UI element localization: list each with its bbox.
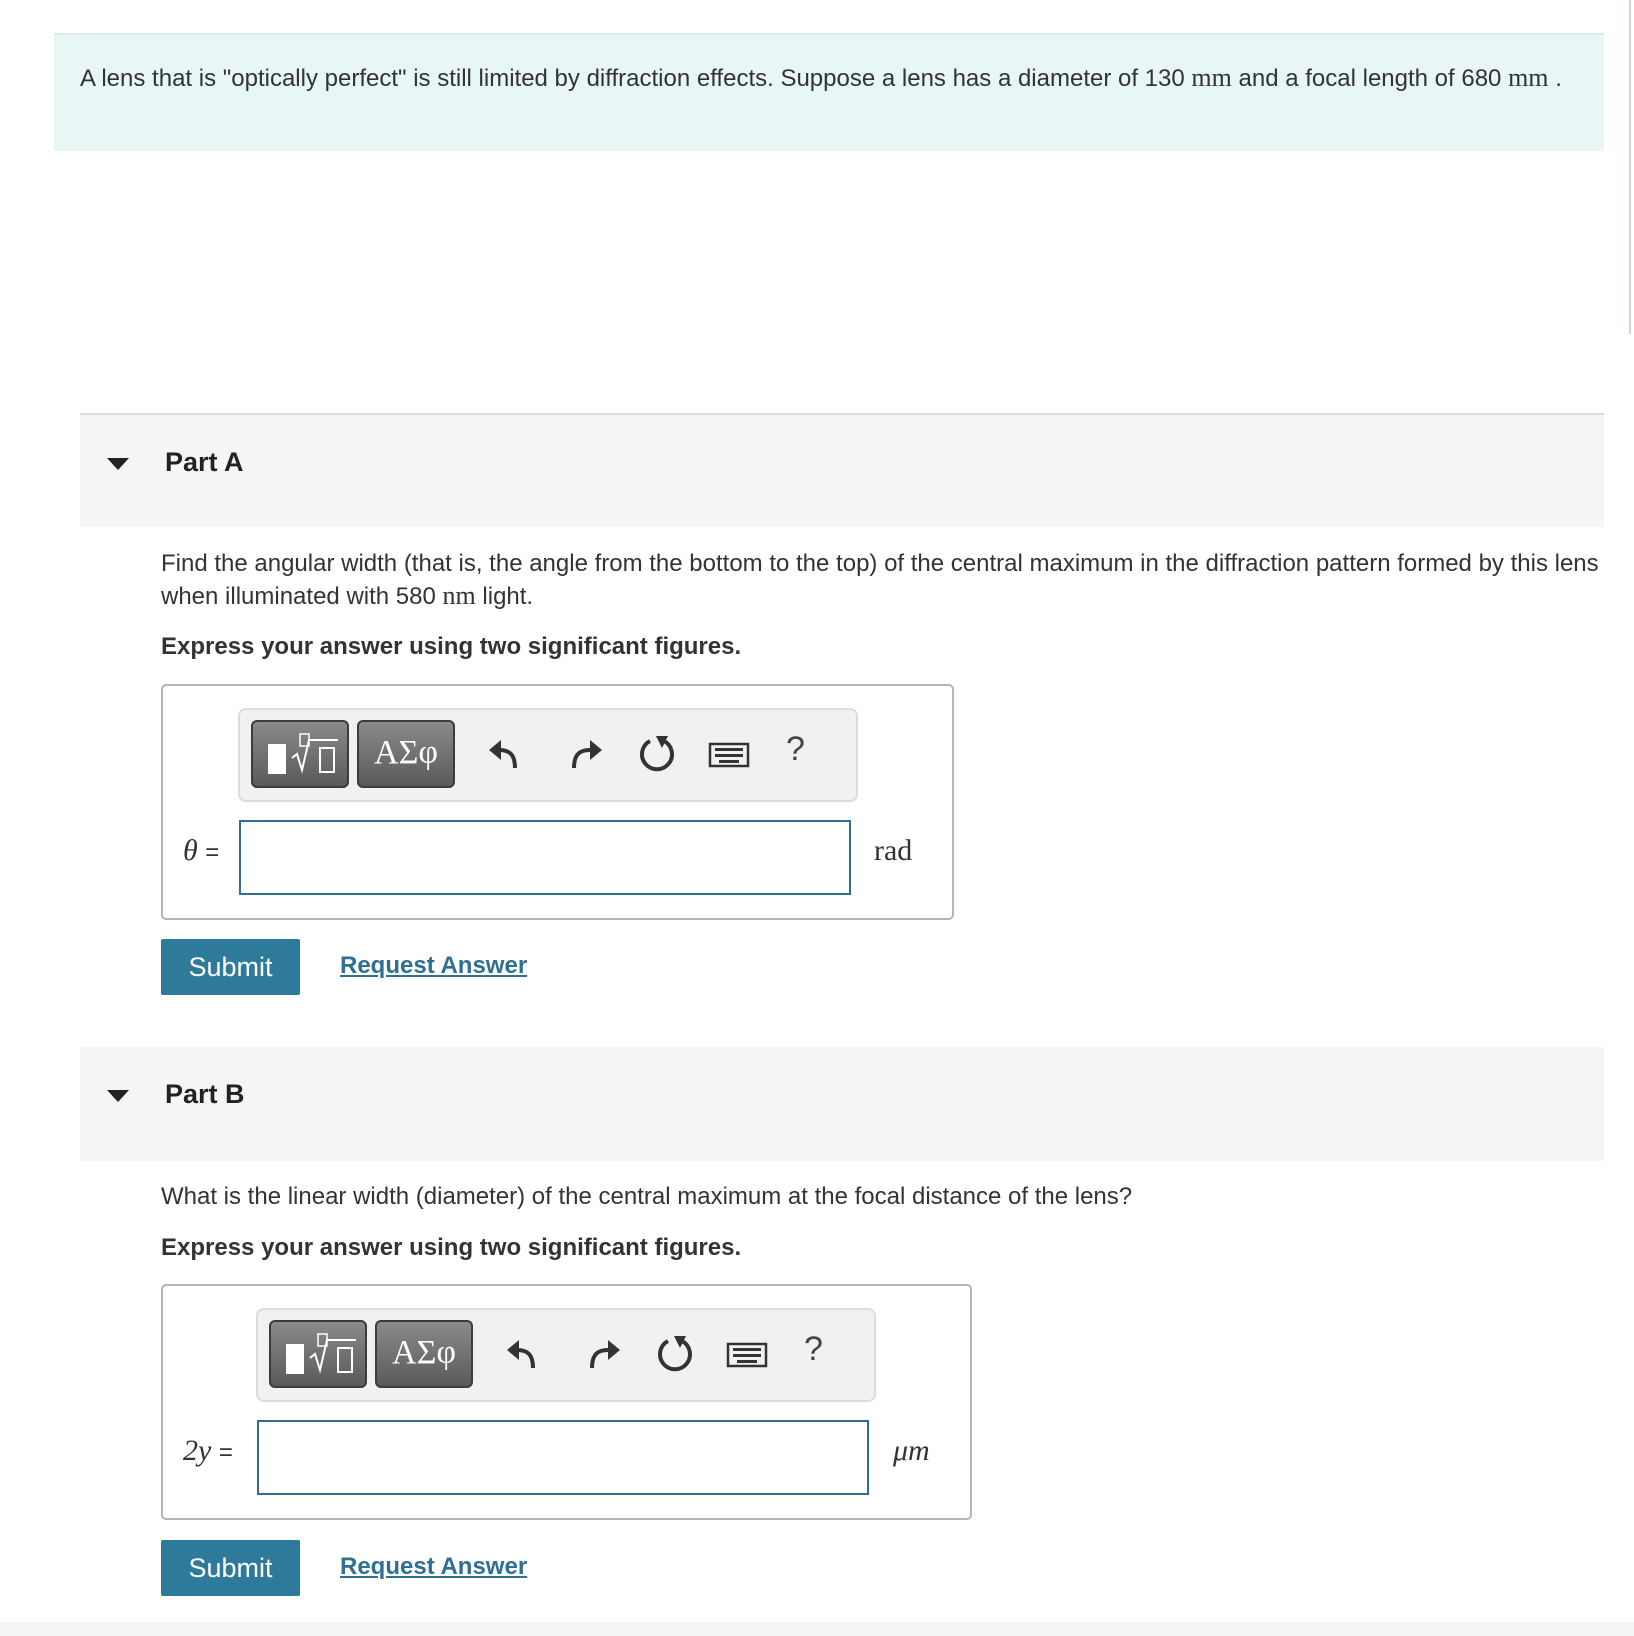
submit-button[interactable]: Submit [161,939,300,995]
undo-icon [503,1332,549,1378]
part-a-instruction: Express your answer using two significant figures. [161,633,742,660]
help-icon[interactable]: ? [804,1330,823,1368]
redo-icon [578,1332,624,1378]
templates-button[interactable] [269,1320,367,1388]
part-b-header[interactable] [80,1047,1604,1161]
templates-icon [282,1332,358,1378]
variable-label: θ = [183,834,220,867]
part-b-question: What is the linear width (diameter) of the central maximum at the focal distance of the lens? [161,1183,1133,1210]
part-a-title: Part A [165,447,244,477]
page-footer-bar [0,1622,1634,1636]
answer-input[interactable] [257,1420,869,1495]
collapse-caret-icon[interactable] [107,1090,129,1102]
redo-button[interactable] [578,1332,624,1378]
problem-text: A lens that is "optically perfect" is still limited by diffraction effects. Suppose a lens has a diameter of 130 mm and a focal length of 680 mm . [80,63,1562,92]
part-b-math-toolbar [256,1308,876,1402]
undo-button[interactable] [503,1332,549,1378]
help-icon[interactable]: ? [786,730,805,768]
request-answer-link[interactable]: Request Answer [340,1553,528,1580]
symbols-button[interactable] [357,720,455,788]
templates-icon [264,732,340,778]
symbols-icon: ΑΣφ [374,734,438,771]
redo-icon [560,732,606,778]
redo-button[interactable] [560,732,606,778]
unit-label: μm [893,1434,930,1467]
collapse-caret-icon[interactable] [107,458,129,470]
part-a-question: Find the angular width (that is, the angle from the bottom to the top) of the central maximum in the diffraction pattern formed by this lens when illuminated with 580 nm light. [161,550,1599,610]
symbols-button[interactable] [375,1320,473,1388]
keyboard-button[interactable] [706,732,752,778]
undo-icon [485,732,531,778]
problem-statement [54,33,1604,151]
reset-icon [634,732,680,778]
symbols-icon: ΑΣφ [392,1334,456,1371]
scroll-edge [1629,0,1631,334]
reset-button[interactable] [634,732,680,778]
variable-label: 2y = [183,1434,233,1467]
part-b-instruction: Express your answer using two significant figures. [161,1234,742,1261]
part-a-math-toolbar [238,708,858,802]
part-a-answer-box [161,684,954,920]
unit-label: rad [874,834,913,867]
request-answer-link[interactable]: Request Answer [340,952,528,979]
keyboard-icon [706,732,752,778]
reset-button[interactable] [652,1332,698,1378]
part-b-answer-box [161,1284,972,1520]
templates-button[interactable] [251,720,349,788]
keyboard-icon [724,1332,770,1378]
part-b-title: Part B [165,1079,245,1109]
submit-button[interactable]: Submit [161,1540,300,1596]
answer-input[interactable] [239,820,851,895]
reset-icon [652,1332,698,1378]
undo-button[interactable] [485,732,531,778]
keyboard-button[interactable] [724,1332,770,1378]
part-a-header[interactable] [80,413,1604,527]
